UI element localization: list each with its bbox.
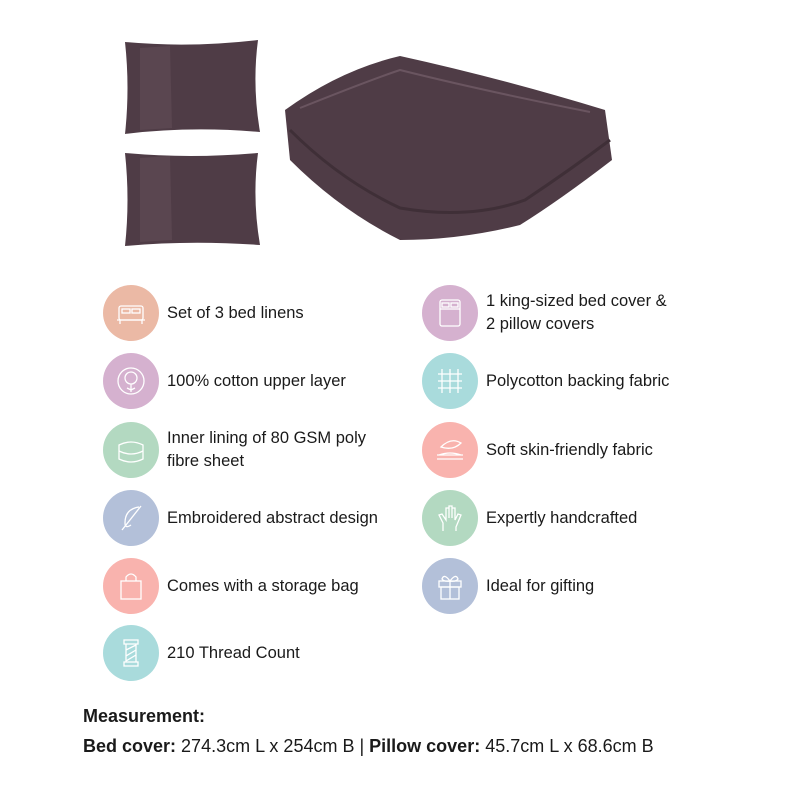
king-bed-icon <box>422 285 478 341</box>
feature-label: Ideal for gifting <box>486 576 595 595</box>
fabric-weave-icon <box>422 353 478 409</box>
bed-cover-label: Bed cover: <box>83 736 177 756</box>
feature-item <box>422 285 667 341</box>
gift-icon <box>422 558 478 614</box>
thread-spool-icon <box>103 625 159 681</box>
feature-label: Polycotton backing fabric <box>486 371 670 390</box>
pillow-cover-value: 45.7cm L x 68.6cm B <box>480 736 654 756</box>
feature-label: Expertly handcrafted <box>486 508 638 527</box>
pillow-cover-label: Pillow cover: <box>369 736 481 756</box>
feature-item <box>422 490 637 546</box>
feature-label: Inner lining of 80 GSM poly fibre sheet <box>167 429 367 470</box>
folded-bedspread <box>285 56 612 240</box>
needle-icon <box>103 490 159 546</box>
feature-label: Comes with a storage bag <box>167 576 359 595</box>
feather-icon <box>422 422 478 478</box>
folded-sheet-icon <box>103 422 159 478</box>
measurement-details <box>83 736 654 757</box>
feature-item <box>422 422 653 478</box>
pillow-top <box>125 40 260 134</box>
feature-item <box>103 285 304 341</box>
feature-item <box>103 422 366 478</box>
feature-item <box>103 625 300 681</box>
bed-cover-value: 274.3cm L x 254cm B | <box>176 736 370 756</box>
feature-label: Set of 3 bed linens <box>167 303 304 322</box>
feature-item <box>422 558 594 614</box>
feature-label: Soft skin-friendly fabric <box>486 440 653 459</box>
feature-label: Embroidered abstract design <box>167 508 378 527</box>
hand-icon <box>422 490 478 546</box>
feature-item <box>103 490 378 546</box>
bag-icon <box>103 558 159 614</box>
measurement-title: Measurement: <box>83 706 206 726</box>
feature-label: 210 Thread Count <box>167 643 300 662</box>
cotton-icon <box>103 353 159 409</box>
feature-item <box>422 353 669 409</box>
pillow-bottom <box>125 153 260 246</box>
feature-item <box>103 353 346 409</box>
feature-label: 1 king-sized bed cover & 2 pillow covers <box>486 292 667 333</box>
feature-item <box>103 558 359 614</box>
bed-icon <box>103 285 159 341</box>
feature-label: 100% cotton upper layer <box>167 371 346 390</box>
product-image <box>0 0 800 260</box>
